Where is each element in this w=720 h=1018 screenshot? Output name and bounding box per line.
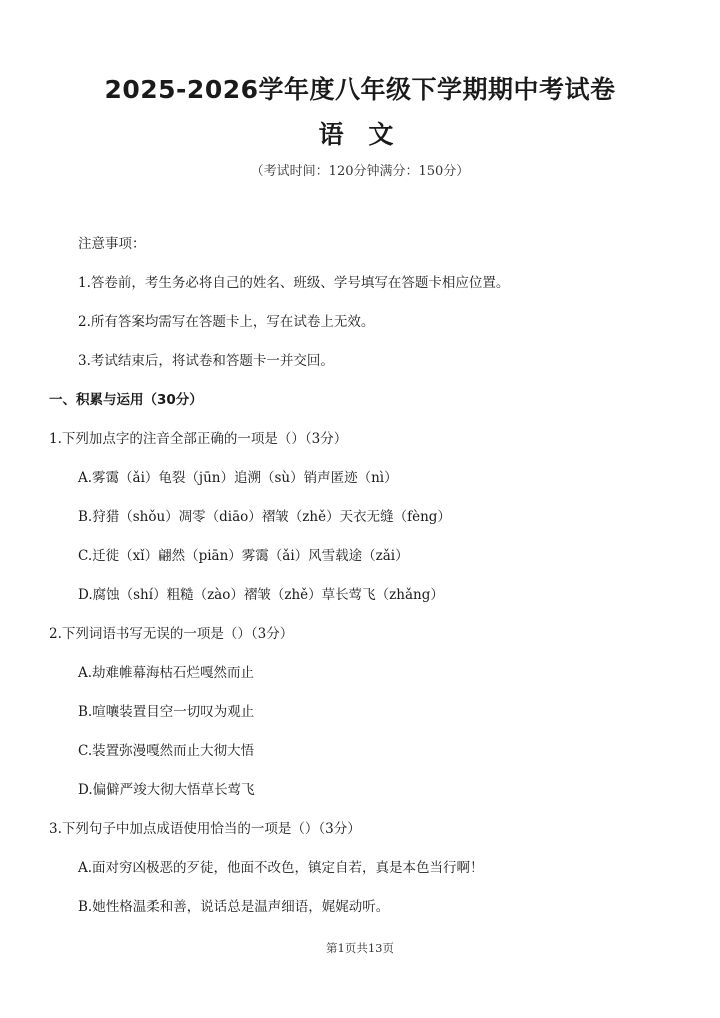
notice-item: 1.答卷前，考生务必将自己的姓名、班级、学号填写在答题卡相应位置。 [78, 275, 510, 291]
question-stem: 3.下列句子中加点成语使用恰当的一项是（）（3分） [49, 821, 361, 837]
question-stem: 1.下列加点字的注音全部正确的一项是（）（3分） [49, 431, 348, 447]
question-option: C.迁徙（xǐ）翩然（piān）雾霭（ǎi）风雪载途（zǎi） [78, 548, 409, 564]
question-option: A.雾霭（ǎi）龟裂（jūn）追溯（sù）销声匿迹（nì） [78, 470, 398, 486]
exam-info: （考试时间：120分钟满分：150分） [250, 164, 470, 179]
notice-item: 3.考试结束后，将试卷和答题卡一并交回。 [78, 353, 334, 369]
question-option: B.她性格温柔和善，说话总是温声细语，娓娓动听。 [78, 899, 390, 915]
question-option: D.腐蚀（shí）粗糙（zào）褶皱（zhě）草长莺飞（zhǎng） [78, 587, 444, 603]
question-option: B.狩猎（shǒu）凋零（diāo）褶皱（zhě）天衣无缝（fèng） [78, 509, 451, 525]
page-number: 第1页共13页 [326, 941, 394, 955]
section-heading: 一、积累与运用（30分） [49, 392, 203, 408]
question-option: A.面对穷凶极恶的歹徒，他面不改色，镇定自若，真是本色当行啊！ [78, 860, 484, 876]
question-option: C.装置弥漫嘎然而止大彻大悟 [78, 743, 255, 759]
exam-title: 2025-2026学年度八年级下学期期中考试卷 [104, 75, 616, 104]
subject-title: 语 文 [318, 120, 402, 149]
question-option: B.喧嚷装置目空一切叹为观止 [78, 704, 255, 720]
question-option: A.劫难帷幕海枯石烂嘎然而止 [78, 665, 255, 681]
notice-item: 2.所有答案均需写在答题卡上，写在试卷上无效。 [78, 314, 375, 330]
notice-heading: 注意事项： [78, 236, 146, 252]
question-stem: 2.下列词语书写无误的一项是（）（3分） [49, 626, 294, 642]
question-option: D.偏僻严竣大彻大悟草长莺飞 [78, 782, 255, 798]
